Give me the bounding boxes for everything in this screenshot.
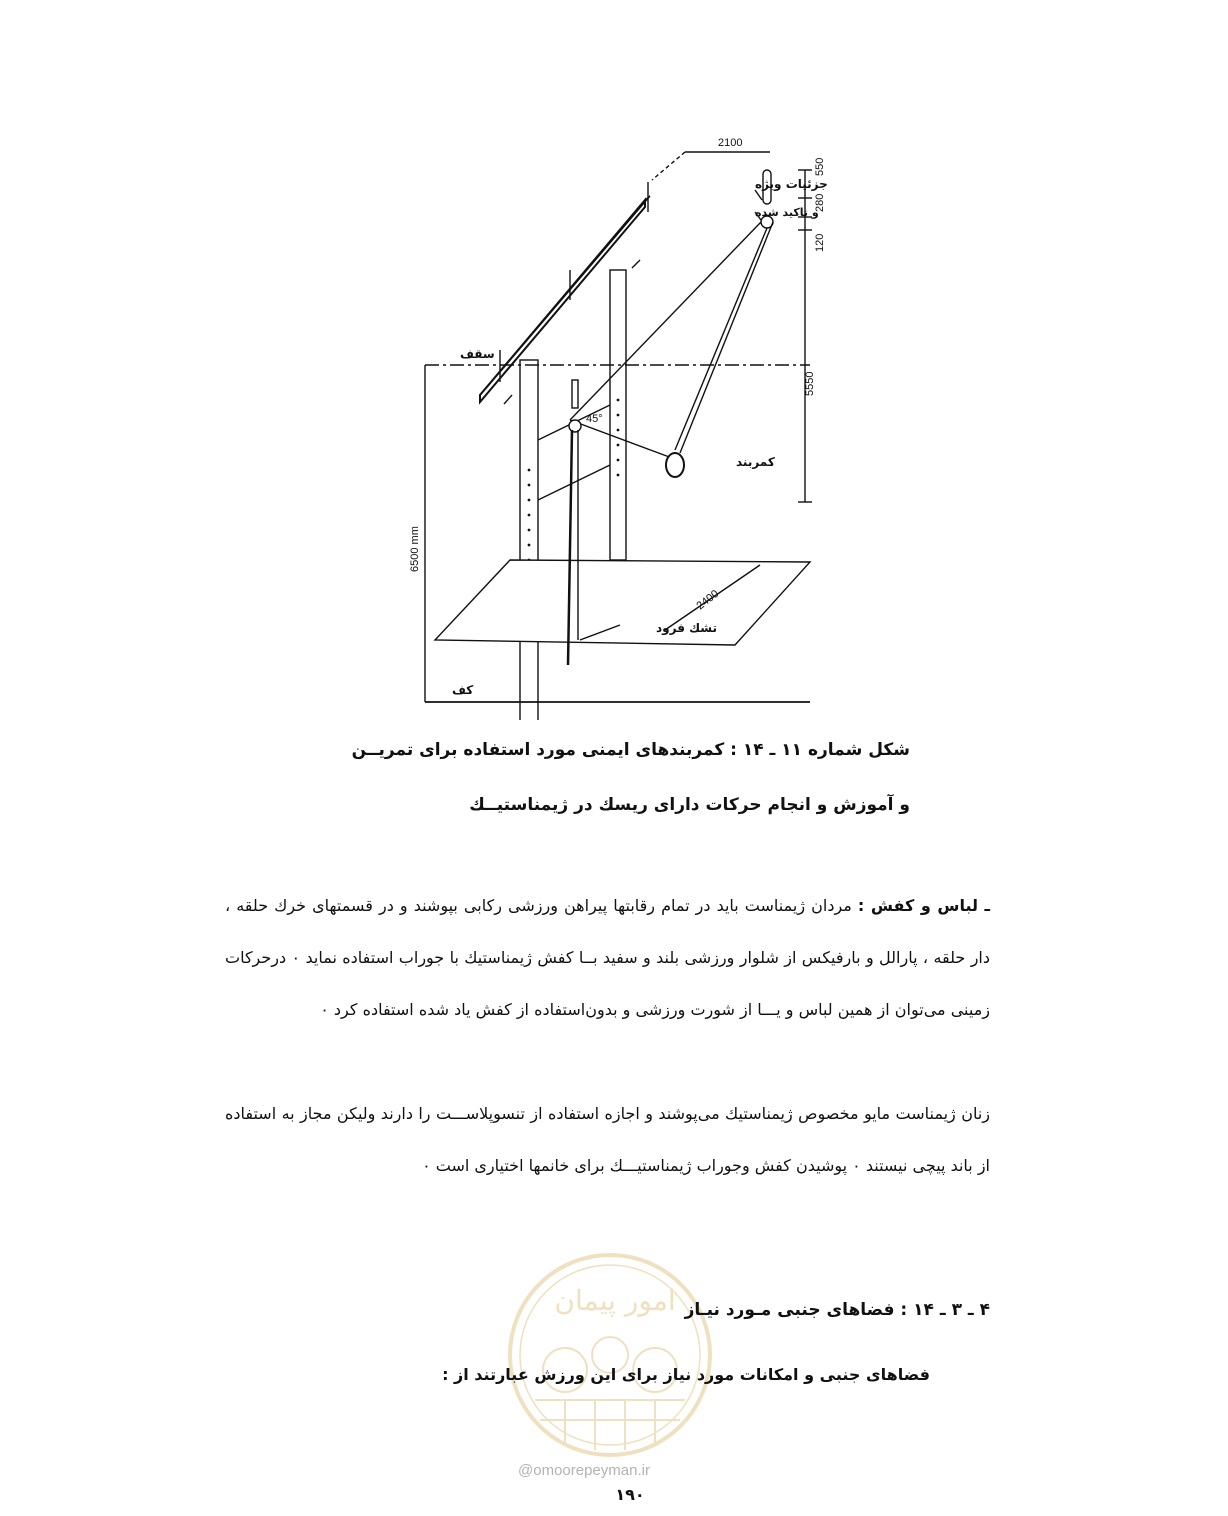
dim-2400: 2400 [694, 587, 722, 613]
dim-280: 280 [814, 193, 826, 212]
page-number: ۱۹۰ [615, 1485, 645, 1504]
lower-hanger [572, 380, 578, 408]
dim-2100: 2100 [718, 137, 743, 149]
dim-120: 120 [814, 233, 826, 252]
paragraph-women [225, 1088, 990, 1192]
label-ceiling: سقف [460, 347, 495, 361]
clothing-heading: ـ لباس و کفش : [857, 896, 991, 915]
figure-caption-line-1: شکل شماره ۱۱ ـ ۱۴ : کمربندهای ایمنی مورد استفاده برای تمریــن [351, 740, 910, 760]
women-text: زنان ژیمناست مایو مخصوص ژیمناستیك می‌پوشند و اجازه استفاده از تنسوپلاســـت را دارند ولیکن مجاز به استفاده از باند پیچی نیستند ۰ پوشیدن کفش وجوراب ژیمناستیـــك برای خانمها اختیاری است ۰ [225, 1104, 990, 1175]
seal-text: امور پیمان [554, 1284, 676, 1317]
section-text: فضاهای جنبی و امکانات مورد نیاز برای این ورزش عبارتند از : [442, 1365, 930, 1384]
dim-550: 550 [814, 157, 826, 176]
landing-mat [435, 560, 810, 645]
front-post [520, 360, 538, 720]
figure-caption-line-2: و آموزش و انجام حرکات دارای ریسك در ژیمناستیــك [469, 795, 910, 815]
label-belt: کمربند [736, 455, 775, 469]
label-landing-mat: تشك فرود [656, 621, 718, 635]
dim-5550: 5550 [804, 371, 816, 396]
safety-belt-ring [666, 453, 684, 477]
section-heading: ۴ ـ ۳ ـ ۱۴ : فضاهای جنبی مـورد نیـاز [684, 1300, 990, 1320]
safety-belt-figure [400, 120, 840, 720]
label-floor: کف [452, 683, 474, 697]
dim-6500: 6500 mm [409, 526, 421, 572]
paragraph-clothing [225, 880, 990, 1036]
safety-belt-diagram [400, 120, 840, 720]
watermark-site: @omoorepeyman.ir [518, 1462, 650, 1479]
clothing-text: مردان ژیمناست باید در تمام رقابتها پیراهن ورزشی رکابی بپوشند و در قسمتهای خرك حلقه ، دار حلقه ، پارالل و بارفیکس از شلوار ورزشی بلند و سفید بــا کفش ژیمناستیك با جوراب استفاده نماید ۰ درحرکات زمینی می‌توان از همین لباس و یـــا از شورت ورزشی و بدون‌استفاده از کفش یاد شده استفاده کرد ۰ [225, 896, 990, 1019]
watermark-seal [505, 1250, 715, 1460]
angle-45: 45° [586, 413, 603, 425]
label-emphasized: و تاکید شده [755, 206, 819, 219]
label-special-details: جزئیات ویژه [755, 177, 828, 191]
